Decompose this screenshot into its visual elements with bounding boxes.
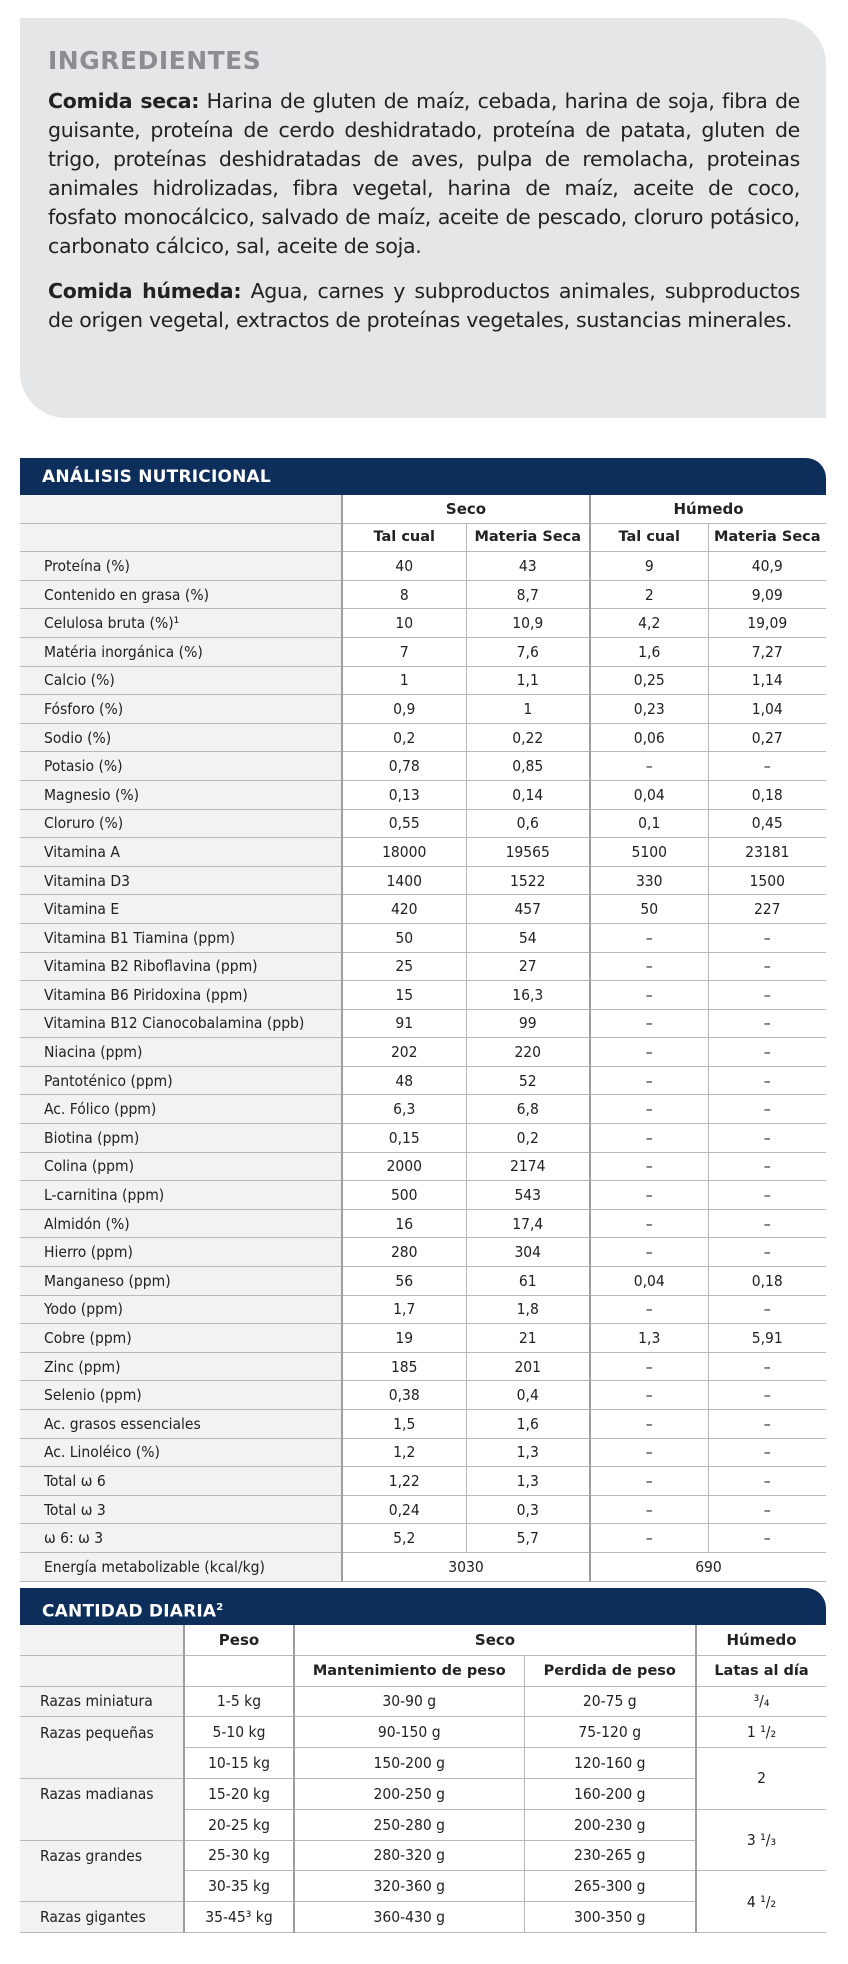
maintenance-cell: 150-200 g	[294, 1748, 524, 1779]
nutrition-row	[20, 1124, 826, 1153]
nutrient-label: Celulosa bruta (%)¹	[20, 609, 342, 638]
dry-as-is-cell: 18000	[342, 838, 466, 867]
wet-as-is-cell: –	[590, 1410, 708, 1439]
nutrition-row	[20, 552, 826, 581]
dry-dry-matter-cell: 8,7	[466, 580, 590, 609]
cans-per-day-header: Latas al día	[696, 1655, 826, 1686]
nutrition-row	[20, 752, 826, 781]
nutrition-row	[20, 923, 826, 952]
wet-food-text: Agua, carnes y subproductos animales, subproductos de origen vegetal, extractos de proteínas vegetales, sustancias minerales.	[48, 279, 800, 332]
dry-dry-matter-cell: 1,8	[466, 1295, 590, 1324]
weight-cell: 5-10 kg	[184, 1717, 294, 1748]
dry-food-ingredients	[48, 87, 800, 261]
dry-as-is-cell: 1,2	[342, 1438, 466, 1467]
breed-label	[20, 1748, 184, 1779]
wet-as-is-cell: –	[590, 752, 708, 781]
daily-row	[20, 1871, 826, 1902]
maintenance-cell: 320-360 g	[294, 1871, 524, 1902]
dry-as-is-cell: 0,55	[342, 809, 466, 838]
nutrition-row	[20, 1238, 826, 1267]
dry-as-is-cell: 420	[342, 895, 466, 924]
wet-dry-matter-cell: –	[708, 1438, 826, 1467]
dry-as-is-cell: 16	[342, 1209, 466, 1238]
weight-loss-cell: 300-350 g	[524, 1902, 696, 1933]
dry-as-is-cell: 2000	[342, 1152, 466, 1181]
dry-dry-matter-cell: 0,3	[466, 1495, 590, 1524]
wet-dry-matter-cell: –	[708, 1009, 826, 1038]
nutrition-row	[20, 780, 826, 809]
wet-as-is-cell: 2	[590, 580, 708, 609]
dry-as-is-cell: 25	[342, 952, 466, 981]
breed-label	[20, 1871, 184, 1902]
nutrient-label: Potasio (%)	[20, 752, 342, 781]
nutrition-row	[20, 1209, 826, 1238]
maintenance-cell: 200-250 g	[294, 1778, 524, 1809]
nutrition-row	[20, 1009, 826, 1038]
nutrition-row	[20, 1524, 826, 1553]
daily-header-blank	[20, 1625, 184, 1655]
daily-group-header	[20, 1625, 826, 1655]
wet-dry-matter-cell: –	[708, 1038, 826, 1067]
nutrition-row	[20, 1095, 826, 1124]
nutrient-label: Almidón (%)	[20, 1209, 342, 1238]
nutrition-row	[20, 1038, 826, 1067]
dry-as-is-cell: 6,3	[342, 1095, 466, 1124]
wet-food-label: Comida húmeda:	[48, 279, 242, 303]
maintenance-cell: 250-280 g	[294, 1809, 524, 1840]
nutrient-label: Sodio (%)	[20, 723, 342, 752]
dry-as-is-cell: 1	[342, 666, 466, 695]
dry-dry-matter-cell: 0,14	[466, 780, 590, 809]
dry-dry-matter-cell: 304	[466, 1238, 590, 1267]
maintenance-cell: 90-150 g	[294, 1717, 524, 1748]
energy-row	[20, 1552, 826, 1581]
dry-as-is-cell: 0,78	[342, 752, 466, 781]
dry-dry-matter-cell: 19565	[466, 838, 590, 867]
wet-dry-matter-cell: –	[708, 952, 826, 981]
wet-as-is-cell: –	[590, 1238, 708, 1267]
maintenance-header: Mantenimiento de peso	[294, 1655, 524, 1686]
nutrient-label: L-carnitina (ppm)	[20, 1181, 342, 1210]
wet-dry-matter-cell: 23181	[708, 838, 826, 867]
dry-dry-matter-cell: 5,7	[466, 1524, 590, 1553]
nutrient-label: Biotina (ppm)	[20, 1124, 342, 1153]
nutrient-label: Colina (ppm)	[20, 1152, 342, 1181]
wet-as-is-cell: 0,04	[590, 1267, 708, 1296]
wet-as-is-cell: –	[590, 1124, 708, 1153]
wet-as-is-cell: 50	[590, 895, 708, 924]
wet-dry-matter-cell: 40,9	[708, 552, 826, 581]
dry-dry-matter-cell: 10,9	[466, 609, 590, 638]
daily-header-blank	[20, 1655, 184, 1686]
nutrient-label: Vitamina B1 Tiamina (ppm)	[20, 923, 342, 952]
cans-cell: 1 ¹/₂	[696, 1717, 826, 1748]
wet-as-is-cell: 5100	[590, 838, 708, 867]
group-wet-header: Húmedo	[590, 495, 826, 523]
wet-dry-matter-cell: 19,09	[708, 609, 826, 638]
dry-as-is-cell: 0,2	[342, 723, 466, 752]
daily-title-text: CANTIDAD DIARIA	[42, 1601, 217, 1622]
dry-dry-matter-cell: 1522	[466, 866, 590, 895]
wet-dry-matter-cell: –	[708, 1095, 826, 1124]
nutrition-row	[20, 1152, 826, 1181]
nutrient-label: Contenido en grasa (%)	[20, 580, 342, 609]
dry-as-is-cell: 1,5	[342, 1410, 466, 1439]
energy-label: Energía metabolizable (kcal/kg)	[20, 1552, 342, 1581]
dry-dry-matter-cell: 220	[466, 1038, 590, 1067]
nutrient-label: Selenio (ppm)	[20, 1381, 342, 1410]
dry-dry-matter-cell: 6,8	[466, 1095, 590, 1124]
dry-dry-matter-cell: 27	[466, 952, 590, 981]
nutrient-label: Zinc (ppm)	[20, 1352, 342, 1381]
nutrient-label: Vitamina D3	[20, 866, 342, 895]
wet-dry-matter-cell: –	[708, 1124, 826, 1153]
cans-cell: 4 ¹/₂	[696, 1871, 826, 1933]
wet-dry-matter-cell: –	[708, 752, 826, 781]
dry-as-is-cell: 0,13	[342, 780, 466, 809]
dry-dry-matter-cell: 7,6	[466, 637, 590, 666]
wet-as-is-cell: –	[590, 1038, 708, 1067]
nutrition-sub-header	[20, 523, 826, 552]
daily-title	[20, 1588, 826, 1625]
dry-dry-matter-cell: 43	[466, 552, 590, 581]
nutrition-row	[20, 1467, 826, 1496]
weight-header-blank	[184, 1655, 294, 1686]
weight-loss-cell: 265-300 g	[524, 1871, 696, 1902]
dry-dry-matter-cell: 0,2	[466, 1124, 590, 1153]
weight-header: Peso	[184, 1625, 294, 1655]
ingredients-panel	[20, 18, 826, 418]
dry-dry-matter-header: Materia Seca	[466, 523, 590, 552]
dry-as-is-cell: 1400	[342, 866, 466, 895]
dry-as-is-cell: 500	[342, 1181, 466, 1210]
dry-as-is-cell: 0,38	[342, 1381, 466, 1410]
wet-as-is-cell: 330	[590, 866, 708, 895]
weight-cell: 20-25 kg	[184, 1809, 294, 1840]
nutrition-row	[20, 952, 826, 981]
breed-label: Razas miniatura	[20, 1686, 184, 1717]
daily-row	[20, 1717, 826, 1748]
nutrition-row	[20, 981, 826, 1010]
wet-dry-matter-cell: 0,18	[708, 1267, 826, 1296]
energy-wet-value: 690	[590, 1552, 826, 1581]
weight-loss-cell: 160-200 g	[524, 1778, 696, 1809]
nutrition-header-blank	[20, 523, 342, 552]
daily-row	[20, 1748, 826, 1779]
nutrition-row	[20, 1324, 826, 1353]
nutrition-row	[20, 1381, 826, 1410]
dry-dry-matter-cell: 1,1	[466, 666, 590, 695]
nutrition-row	[20, 637, 826, 666]
cans-cell: ³/₄	[696, 1686, 826, 1717]
wet-dry-matter-cell: –	[708, 923, 826, 952]
wet-dry-matter-cell: 0,27	[708, 723, 826, 752]
daily-title-footnote: 2	[216, 1602, 224, 1613]
dry-dry-matter-cell: 2174	[466, 1152, 590, 1181]
dry-as-is-cell: 5,2	[342, 1524, 466, 1553]
dry-as-is-cell: 91	[342, 1009, 466, 1038]
wet-dry-matter-cell: 227	[708, 895, 826, 924]
nutrient-label: Manganeso (ppm)	[20, 1267, 342, 1296]
nutrition-row	[20, 1181, 826, 1210]
breed-label: Razas pequeñas	[20, 1717, 184, 1748]
wet-dry-matter-cell: –	[708, 1467, 826, 1496]
dry-dry-matter-cell: 21	[466, 1324, 590, 1353]
nutrient-label: Cobre (ppm)	[20, 1324, 342, 1353]
wet-dry-matter-cell: –	[708, 1181, 826, 1210]
dry-dry-matter-cell: 54	[466, 923, 590, 952]
wet-as-is-cell: –	[590, 1009, 708, 1038]
wet-as-is-cell: –	[590, 1295, 708, 1324]
nutrition-row	[20, 695, 826, 724]
nutrition-row	[20, 580, 826, 609]
wet-dry-matter-cell: 1500	[708, 866, 826, 895]
wet-dry-matter-cell: –	[708, 981, 826, 1010]
daily-row	[20, 1686, 826, 1717]
dry-dry-matter-cell: 543	[466, 1181, 590, 1210]
wet-as-is-cell: –	[590, 1181, 708, 1210]
dry-as-is-cell: 50	[342, 923, 466, 952]
dry-dry-matter-cell: 99	[466, 1009, 590, 1038]
wet-dry-matter-cell: 9,09	[708, 580, 826, 609]
dry-as-is-cell: 202	[342, 1038, 466, 1067]
dry-dry-matter-cell: 1,3	[466, 1467, 590, 1496]
nutrient-label: Vitamina A	[20, 838, 342, 867]
weight-loss-cell: 200-230 g	[524, 1809, 696, 1840]
daily-table	[20, 1625, 826, 1933]
nutrition-row	[20, 866, 826, 895]
wet-as-is-cell: –	[590, 923, 708, 952]
dry-dry-matter-cell: 16,3	[466, 981, 590, 1010]
weight-cell: 35-45³ kg	[184, 1902, 294, 1933]
nutrient-label: Vitamina E	[20, 895, 342, 924]
dry-as-is-cell: 7	[342, 637, 466, 666]
nutrition-row	[20, 1438, 826, 1467]
nutrient-label: Vitamina B12 Cianocobalamina (ppb)	[20, 1009, 342, 1038]
nutrient-label: Ac. Fólico (ppm)	[20, 1095, 342, 1124]
weight-cell: 25-30 kg	[184, 1840, 294, 1871]
weight-loss-header: Perdida de peso	[524, 1655, 696, 1686]
wet-dry-matter-cell: –	[708, 1524, 826, 1553]
dry-as-is-cell: 0,24	[342, 1495, 466, 1524]
weight-loss-cell: 120-160 g	[524, 1748, 696, 1779]
nutrient-label: Calcio (%)	[20, 666, 342, 695]
nutrition-row	[20, 1295, 826, 1324]
wet-as-is-cell: –	[590, 952, 708, 981]
wet-dry-matter-cell: 1,04	[708, 695, 826, 724]
nutrient-label: Matéria inorgánica (%)	[20, 637, 342, 666]
weight-cell: 1-5 kg	[184, 1686, 294, 1717]
dry-as-is-cell: 280	[342, 1238, 466, 1267]
nutrition-row	[20, 666, 826, 695]
nutrition-row	[20, 1410, 826, 1439]
wet-as-is-cell: –	[590, 1524, 708, 1553]
dry-dry-matter-cell: 0,22	[466, 723, 590, 752]
wet-as-is-cell: 0,23	[590, 695, 708, 724]
breed-label: Razas grandes	[20, 1840, 184, 1871]
weight-cell: 10-15 kg	[184, 1748, 294, 1779]
nutrition-row	[20, 1352, 826, 1381]
dry-as-is-cell: 0,15	[342, 1124, 466, 1153]
nutrient-label: Total ω 6	[20, 1467, 342, 1496]
wet-dry-matter-cell: –	[708, 1295, 826, 1324]
dry-dry-matter-cell: 0,6	[466, 809, 590, 838]
nutrition-panel	[20, 458, 826, 1582]
breed-label: Razas gigantes	[20, 1902, 184, 1933]
wet-dry-matter-cell: –	[708, 1209, 826, 1238]
wet-dry-matter-cell: –	[708, 1238, 826, 1267]
wet-dry-matter-cell: –	[708, 1152, 826, 1181]
wet-as-is-cell: –	[590, 1152, 708, 1181]
nutrition-row	[20, 895, 826, 924]
dry-dry-matter-cell: 457	[466, 895, 590, 924]
wet-dry-matter-header: Materia Seca	[708, 523, 826, 552]
wet-as-is-cell: –	[590, 1381, 708, 1410]
wet-as-is-header: Tal cual	[590, 523, 708, 552]
dry-header: Seco	[294, 1625, 696, 1655]
wet-as-is-cell: –	[590, 1209, 708, 1238]
wet-as-is-cell: –	[590, 981, 708, 1010]
wet-as-is-cell: –	[590, 1095, 708, 1124]
nutrient-label: Ac. Linoléico (%)	[20, 1438, 342, 1467]
energy-dry-value: 3030	[342, 1552, 590, 1581]
nutrition-row	[20, 1267, 826, 1296]
nutrient-label: Vitamina B2 Riboflavina (ppm)	[20, 952, 342, 981]
dry-dry-matter-cell: 0,85	[466, 752, 590, 781]
maintenance-cell: 30-90 g	[294, 1686, 524, 1717]
weight-loss-cell: 75-120 g	[524, 1717, 696, 1748]
dry-dry-matter-cell: 1,3	[466, 1438, 590, 1467]
dry-dry-matter-cell: 1,6	[466, 1410, 590, 1439]
daily-sub-header	[20, 1655, 826, 1686]
daily-row	[20, 1809, 826, 1840]
wet-as-is-cell: 0,1	[590, 809, 708, 838]
wet-as-is-cell: –	[590, 1352, 708, 1381]
dry-as-is-cell: 40	[342, 552, 466, 581]
dry-as-is-cell: 1,22	[342, 1467, 466, 1496]
wet-dry-matter-cell: –	[708, 1410, 826, 1439]
nutrition-header-blank	[20, 495, 342, 523]
cans-cell: 2	[696, 1748, 826, 1810]
dry-as-is-cell: 19	[342, 1324, 466, 1353]
nutrient-label: Yodo (ppm)	[20, 1295, 342, 1324]
ingredients-title: INGREDIENTES	[48, 46, 262, 75]
wet-food-ingredients	[48, 277, 800, 335]
nutrient-label: Hierro (ppm)	[20, 1238, 342, 1267]
nutrition-title: ANÁLISIS NUTRICIONAL	[20, 458, 826, 495]
weight-loss-cell: 20-75 g	[524, 1686, 696, 1717]
wet-dry-matter-cell: –	[708, 1352, 826, 1381]
dry-as-is-header: Tal cual	[342, 523, 466, 552]
wet-as-is-cell: 9	[590, 552, 708, 581]
group-dry-header: Seco	[342, 495, 590, 523]
weight-loss-cell: 230-265 g	[524, 1840, 696, 1871]
wet-as-is-cell: 0,06	[590, 723, 708, 752]
nutrition-row	[20, 1495, 826, 1524]
dry-as-is-cell: 10	[342, 609, 466, 638]
dry-as-is-cell: 56	[342, 1267, 466, 1296]
dry-as-is-cell: 1,7	[342, 1295, 466, 1324]
wet-dry-matter-cell: 1,14	[708, 666, 826, 695]
weight-cell: 15-20 kg	[184, 1778, 294, 1809]
dry-as-is-cell: 185	[342, 1352, 466, 1381]
dry-as-is-cell: 8	[342, 580, 466, 609]
daily-panel	[20, 1588, 826, 1933]
wet-as-is-cell: –	[590, 1467, 708, 1496]
wet-dry-matter-cell: 5,91	[708, 1324, 826, 1353]
dry-as-is-cell: 15	[342, 981, 466, 1010]
nutrition-group-header	[20, 495, 826, 523]
nutrient-label: Fósforo (%)	[20, 695, 342, 724]
dry-dry-matter-cell: 17,4	[466, 1209, 590, 1238]
wet-dry-matter-cell: 0,18	[708, 780, 826, 809]
breed-label	[20, 1809, 184, 1840]
nutrition-row	[20, 1066, 826, 1095]
nutrient-label: Niacina (ppm)	[20, 1038, 342, 1067]
wet-as-is-cell: –	[590, 1495, 708, 1524]
nutrition-row	[20, 609, 826, 638]
nutrient-label: Cloruro (%)	[20, 809, 342, 838]
wet-as-is-cell: –	[590, 1066, 708, 1095]
dry-as-is-cell: 0,9	[342, 695, 466, 724]
breed-label: Razas madianas	[20, 1778, 184, 1809]
dry-dry-matter-cell: 1	[466, 695, 590, 724]
wet-as-is-cell: 0,04	[590, 780, 708, 809]
dry-food-label: Comida seca:	[48, 89, 200, 113]
wet-as-is-cell: 4,2	[590, 609, 708, 638]
nutrition-row	[20, 723, 826, 752]
cans-cell: 3 ¹/₃	[696, 1809, 826, 1871]
nutrient-label: ω 6: ω 3	[20, 1524, 342, 1553]
dry-dry-matter-cell: 0,4	[466, 1381, 590, 1410]
dry-food-text: Harina de gluten de maíz, cebada, harina de soja, fibra de guisante, proteína de cerdo deshidratado, proteína de patata, gluten de trigo, proteínas deshidratadas de aves, pulpa de remolacha, proteinas animales hidrolizadas, fibra vegetal, harina de maíz, aceite de coco, fosfato monocálcico, salvado de maíz, aceite de pescado, cloruro potásico, carbonato cálcico, sal, aceite de soja.	[48, 89, 800, 258]
wet-as-is-cell: –	[590, 1438, 708, 1467]
dry-dry-matter-cell: 52	[466, 1066, 590, 1095]
nutrition-row	[20, 809, 826, 838]
dry-dry-matter-cell: 201	[466, 1352, 590, 1381]
nutrient-label: Vitamina B6 Piridoxina (ppm)	[20, 981, 342, 1010]
wet-dry-matter-cell: –	[708, 1066, 826, 1095]
maintenance-cell: 360-430 g	[294, 1902, 524, 1933]
maintenance-cell: 280-320 g	[294, 1840, 524, 1871]
nutrition-table	[20, 495, 826, 1582]
wet-dry-matter-cell: –	[708, 1381, 826, 1410]
nutrient-label: Magnesio (%)	[20, 780, 342, 809]
nutrient-label: Ac. grasos essenciales	[20, 1410, 342, 1439]
wet-as-is-cell: 1,6	[590, 637, 708, 666]
wet-dry-matter-cell: 7,27	[708, 637, 826, 666]
nutrient-label: Proteína (%)	[20, 552, 342, 581]
weight-cell: 30-35 kg	[184, 1871, 294, 1902]
dry-as-is-cell: 48	[342, 1066, 466, 1095]
wet-dry-matter-cell: 0,45	[708, 809, 826, 838]
wet-as-is-cell: 1,3	[590, 1324, 708, 1353]
wet-as-is-cell: 0,25	[590, 666, 708, 695]
nutrient-label: Total ω 3	[20, 1495, 342, 1524]
nutrient-label: Pantoténico (ppm)	[20, 1066, 342, 1095]
dry-dry-matter-cell: 61	[466, 1267, 590, 1296]
wet-dry-matter-cell: –	[708, 1495, 826, 1524]
nutrition-row	[20, 838, 826, 867]
wet-header: Húmedo	[696, 1625, 826, 1655]
